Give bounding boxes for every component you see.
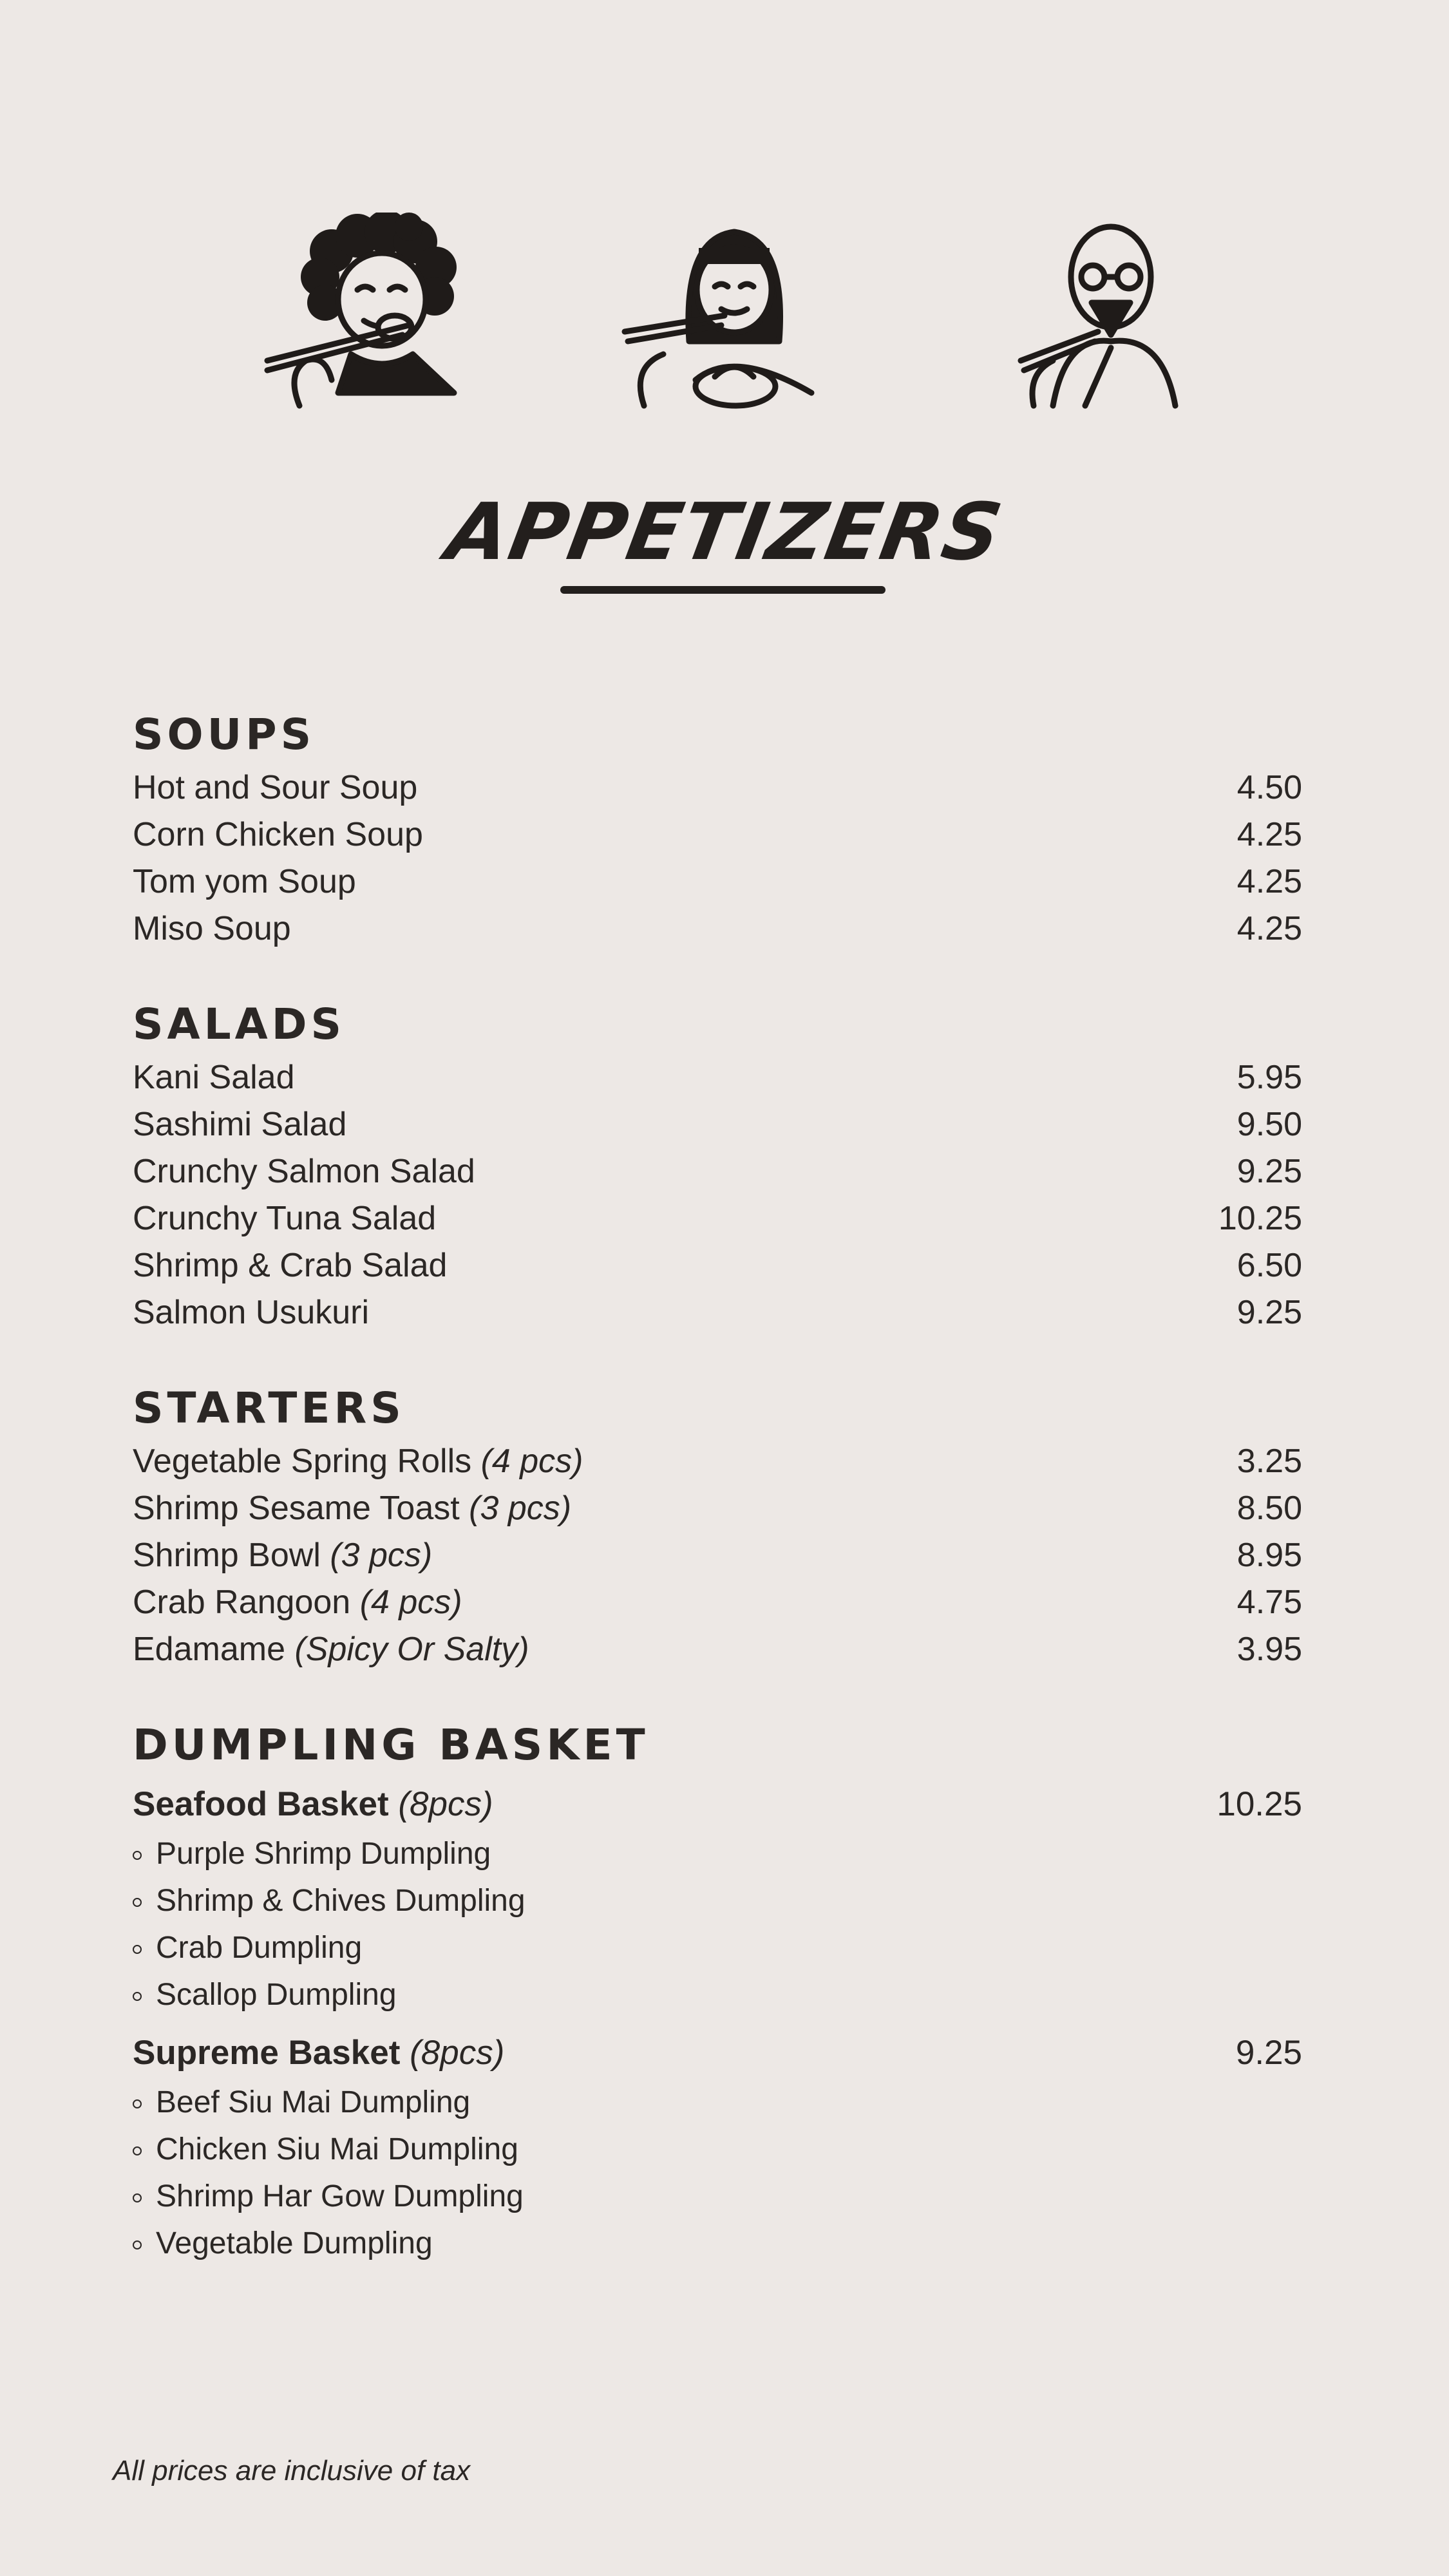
item-price: 4.75 bbox=[1236, 1584, 1302, 1621]
item-price: 6.50 bbox=[1236, 1247, 1302, 1284]
page-title-wrap bbox=[0, 486, 1449, 578]
list-item bbox=[133, 1877, 1302, 1924]
item-price: 4.50 bbox=[1236, 769, 1302, 806]
basket-supreme bbox=[133, 2027, 1302, 2267]
basket-name: Seafood Basket bbox=[133, 1785, 389, 1823]
menu-item bbox=[133, 1054, 1302, 1101]
menu-item bbox=[133, 1101, 1302, 1148]
dumpling-name: Crab Dumpling bbox=[156, 1931, 363, 1965]
bullet-icon bbox=[133, 2240, 142, 2249]
item-note: (4 pcs) bbox=[480, 1443, 583, 1480]
tax-footnote: All prices are inclusive of tax bbox=[113, 2455, 471, 2486]
item-price: 8.50 bbox=[1236, 1490, 1302, 1527]
item-name: Shrimp Bowl bbox=[133, 1537, 321, 1574]
item-name: Salmon Usukuri bbox=[133, 1294, 370, 1331]
item-name: Miso Soup bbox=[133, 910, 291, 947]
item-note: (3 pcs) bbox=[469, 1490, 572, 1527]
basket-seafood bbox=[133, 1779, 1302, 2018]
basket-name: Supreme Basket bbox=[133, 2034, 401, 2072]
basket-price: 9.25 bbox=[1235, 2034, 1302, 2072]
item-name: Crab Rangoon bbox=[133, 1584, 351, 1621]
basket-price: 10.25 bbox=[1217, 1785, 1302, 1823]
section-dumpling-basket bbox=[133, 1716, 1302, 2267]
item-name: Crunchy Tuna Salad bbox=[133, 1200, 437, 1237]
dumpling-name: Shrimp & Chives Dumpling bbox=[156, 1884, 526, 1918]
section-title: SOUPS bbox=[133, 710, 316, 759]
dumpling-name: Shrimp Har Gow Dumpling bbox=[156, 2179, 524, 2213]
menu-item bbox=[133, 1579, 1302, 1626]
menu-item bbox=[133, 764, 1302, 811]
item-name: Sashimi Salad bbox=[133, 1106, 347, 1143]
section-title: SALADS bbox=[133, 999, 346, 1049]
menu-item bbox=[133, 1532, 1302, 1579]
item-name: Shrimp Sesame Toast bbox=[133, 1490, 460, 1527]
item-price: 3.25 bbox=[1236, 1443, 1302, 1480]
menu-item bbox=[133, 905, 1302, 952]
section-soups bbox=[133, 705, 1302, 952]
dumpling-name: Chicken Siu Mai Dumpling bbox=[156, 2132, 518, 2166]
item-price: 4.25 bbox=[1236, 816, 1302, 853]
list-item bbox=[133, 1971, 1302, 2018]
page-title: APPETIZERS bbox=[440, 486, 1009, 578]
item-price: 10.25 bbox=[1218, 1200, 1302, 1237]
menu-item bbox=[133, 1148, 1302, 1195]
list-item bbox=[133, 1830, 1302, 1877]
list-item bbox=[133, 1924, 1302, 1971]
menu-item bbox=[133, 1289, 1302, 1336]
dumpling-name: Beef Siu Mai Dumpling bbox=[156, 2085, 471, 2119]
item-name: Edamame bbox=[133, 1631, 285, 1668]
girl-eating-dumplings-icon bbox=[618, 213, 837, 419]
bullet-icon bbox=[133, 2193, 142, 2202]
bullet-icon bbox=[133, 1851, 142, 1860]
basket-header bbox=[133, 2027, 1302, 2079]
item-name: Vegetable Spring Rolls bbox=[133, 1443, 472, 1480]
item-price: 4.25 bbox=[1236, 910, 1302, 947]
item-price: 5.95 bbox=[1236, 1059, 1302, 1096]
basket-items bbox=[133, 1830, 1302, 2018]
dumpling-name: Scallop Dumpling bbox=[156, 1978, 397, 2012]
menu-item bbox=[133, 1626, 1302, 1673]
section-salads bbox=[133, 995, 1302, 1336]
item-price: 8.95 bbox=[1236, 1537, 1302, 1574]
item-price: 3.95 bbox=[1236, 1631, 1302, 1668]
item-price: 9.25 bbox=[1236, 1153, 1302, 1190]
section-starters bbox=[133, 1379, 1302, 1673]
item-name: Crunchy Salmon Salad bbox=[133, 1153, 475, 1190]
menu bbox=[133, 705, 1302, 2267]
list-item bbox=[133, 2079, 1302, 2126]
bullet-icon bbox=[133, 2099, 142, 2108]
menu-item bbox=[133, 1195, 1302, 1242]
basket-items bbox=[133, 2079, 1302, 2267]
item-price: 4.25 bbox=[1236, 863, 1302, 900]
menu-item bbox=[133, 1242, 1302, 1289]
item-price: 9.50 bbox=[1236, 1106, 1302, 1143]
list-item bbox=[133, 2126, 1302, 2173]
item-note: (Spicy Or Salty) bbox=[294, 1631, 529, 1668]
basket-note: (8pcs) bbox=[410, 2034, 505, 2072]
menu-item bbox=[133, 1485, 1302, 1532]
curly-hair-person-eating-sushi-icon bbox=[261, 213, 486, 419]
bullet-icon bbox=[133, 2146, 142, 2155]
dumpling-name: Purple Shrimp Dumpling bbox=[156, 1837, 491, 1871]
menu-item bbox=[133, 858, 1302, 905]
item-name: Shrimp & Crab Salad bbox=[133, 1247, 448, 1284]
item-note: (4 pcs) bbox=[359, 1584, 462, 1621]
item-price: 9.25 bbox=[1236, 1294, 1302, 1331]
item-name: Tom yom Soup bbox=[133, 863, 356, 900]
bullet-icon bbox=[133, 1945, 142, 1954]
title-underline bbox=[560, 586, 886, 594]
section-title: DUMPLING BASKET bbox=[133, 1720, 649, 1770]
item-note: (3 pcs) bbox=[330, 1537, 433, 1574]
bullet-icon bbox=[133, 1992, 142, 2001]
item-name: Corn Chicken Soup bbox=[133, 816, 423, 853]
item-name: Kani Salad bbox=[133, 1059, 295, 1096]
dumpling-name: Vegetable Dumpling bbox=[156, 2226, 433, 2260]
list-item bbox=[133, 2220, 1302, 2267]
basket-header bbox=[133, 1779, 1302, 1830]
illustrations bbox=[0, 213, 1449, 425]
bald-man-eating-sushi-icon bbox=[1014, 213, 1208, 419]
bullet-icon bbox=[133, 1898, 142, 1907]
list-item bbox=[133, 2173, 1302, 2220]
basket-note: (8pcs) bbox=[398, 1785, 493, 1823]
item-name: Hot and Sour Soup bbox=[133, 769, 418, 806]
section-title: STARTERS bbox=[133, 1383, 405, 1433]
menu-item bbox=[133, 1438, 1302, 1485]
menu-item bbox=[133, 811, 1302, 858]
